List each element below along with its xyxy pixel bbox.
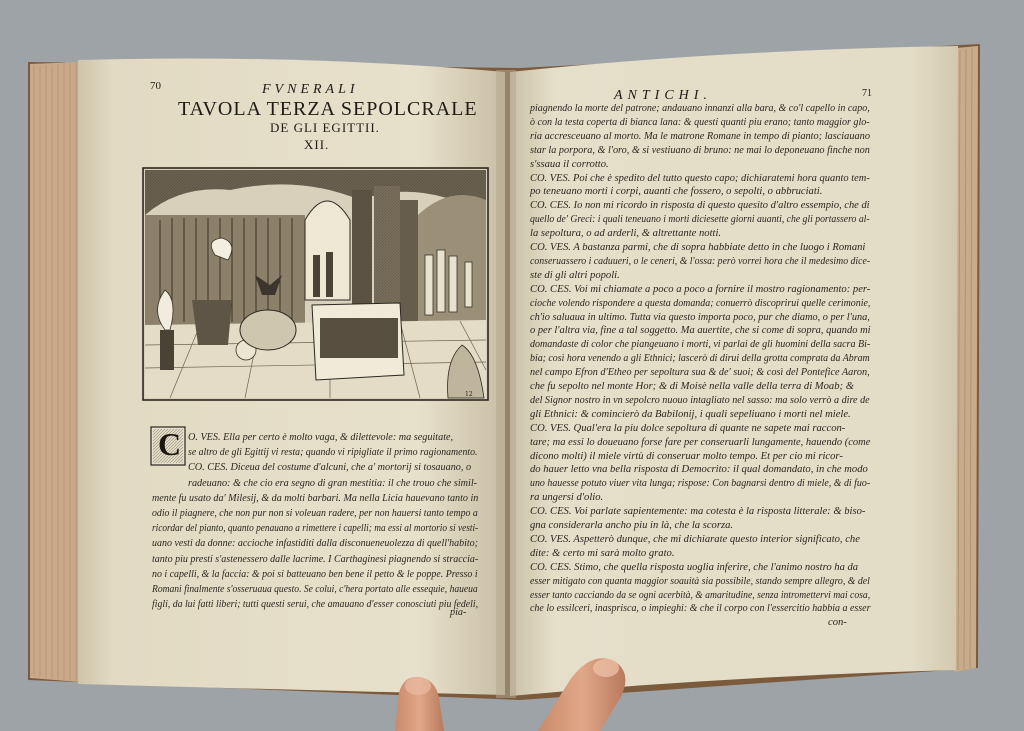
right-text-line: con- — [828, 617, 847, 629]
plate-mark: 12 — [465, 391, 473, 398]
right-text-line: do hauer letto vna bella risposta di Democrito: il qual domandato, in che modo — [530, 464, 868, 476]
right-text-line: ò con la testa coperta di bianca lana: & questi quanti piu erano; tanto maggior glo- — [530, 116, 870, 128]
left-text-line: ricordar del pianto, quanto penauano a rimettere i capelli; ma essi al mortorio si vesti- — [152, 523, 479, 535]
right-text-line: CO. VES. A bastanza parmi, che di sopra habbiate detto in che luogo i Romani — [530, 242, 866, 253]
left-text-line: figli, da lui fatti liberi; tutti questi serui, che amauano d'esser conosciuti piu fedeli, — [152, 599, 479, 611]
right-text-line: CO. VES. Aspetterò dunque, che mi dichiarate questo interior significato, che — [530, 533, 860, 545]
plate-title: TAVOLA TERZA SEPOLCRALE — [178, 98, 478, 120]
right-text-line: po teneuano morti i corpi, auanti che fossero, o sepolti, o abbruciati. — [530, 186, 823, 198]
left-text-line: O. VES. Ella per certo è molto vaga, & dilettevole: ma seguitate, — [188, 432, 454, 443]
right-text-line: nel campo Efron d'Etheo per sepoltura sua & de' suoi; & così del Pontefice Aaron, — [530, 367, 870, 379]
right-text-line: cioche volendo rispondere a questa domanda; conuerrò discoprirui quelle cerimonie, — [530, 297, 871, 309]
left-running-head: FVNERALI — [262, 82, 359, 97]
right-text-line: s'ssaua il corrotto. — [530, 158, 609, 170]
right-text-line: esser mitigato con quanta maggior soauità sia possibile, stando sempre allegro, & del — [530, 575, 870, 587]
right-text-line: che fu sepolto nel monte Hor; & di Moisè nella valle della terra di Moab; & — [530, 381, 854, 392]
right-text-line: CO. CES. Io non mi ricordo in risposta di questo quesito d'altro essempio, che di — [530, 200, 870, 212]
left-text-line: se altro de gli Egittij vi resta; quando vi ripigliate il primo ragionamento. — [188, 447, 478, 459]
right-text-line: ste di gli altri popoli. — [530, 269, 620, 281]
right-running-head: ANTICHI. — [614, 88, 712, 103]
right-text-line: dite: & certo mi sarà molto grato. — [530, 547, 675, 559]
right-text-line: bia; così hora venendo a gli Ethnici; lascerò di dirui della grotta comprata da Abram — [530, 353, 870, 365]
right-text-line: ria accresceuano al morto. Ma le matrone Romane in tempo di pianto; lasciauano — [530, 130, 870, 142]
right-text-line: piagnendo la morte del patrone; andauano innanzi alla bara, & co'l capello in capo, — [530, 103, 870, 114]
engraving-plate — [143, 168, 488, 400]
right-text-line: uno hauesse potuto viuer vita lunga; rispose: Con bagnarsi dentro di miele, & di fuo- — [530, 478, 871, 490]
right-text-line: gli Ethnici: & comincierò da Babilonij, i quali sepeliuano i morti nel miele. — [530, 408, 851, 420]
plate-number: XII. — [304, 137, 330, 152]
left-text-line: odio il piagnere, che non pur non si voleuan radere, per non hauersi tanto tempo a — [152, 508, 478, 519]
right-text-line: ra ungersi d'olio. — [530, 492, 604, 504]
right-text-line: conseruassero i caduueri, o le ceneri, & l'ossa: però vorrei hora che il medesimo dice- — [530, 255, 871, 267]
right-text-line: che lo essilceri, inasprisca, o impieghi: & che il corpo con l'essercitio habbia a esser — [530, 603, 871, 615]
left-fore-edge — [30, 62, 80, 682]
left-text-line: radeuano: & che cio era segno di gran mestitia: il che trouo che simil- — [188, 477, 478, 489]
right-text-line: CO. VES. Poi che è spedito del tutto questo capo; dichiaratemi hora quanto tem- — [530, 172, 870, 184]
right-text-line: CO. VES. Qual'era la piu dolce sepoltura di quante ne sapete mai raccon- — [530, 422, 846, 434]
left-text-line: uano vesti da donne: accioche infastiditi dalla disconueneuolezza di quell'habito; — [152, 538, 478, 550]
right-text-line: gna considerarla ancho piu in là, che la scorza. — [530, 520, 734, 531]
left-text-line: no i capelli, & la faccia: & poi si batteuano ben bene il petto & le poppe. Presso i — [152, 568, 478, 580]
right-text-line: quello de' Greci: i quali teneuano i morti diciesette giorni auanti, che gli portassero al- — [530, 214, 870, 226]
plate-subtitle: DE GLI EGITTII. — [270, 120, 380, 135]
left-text-line: CO. CES. Diceua del costume d'alcuni, che a' mortorij si tosauano, o — [188, 462, 472, 474]
right-text-line: CO. CES. Stimo, che quella risposta uoglia inferire, che l'animo nostro ha da — [530, 561, 859, 573]
drop-cap: C — [158, 426, 182, 462]
right-text-line: star la porpora, & l'oro, & si vestiuano di bruno: ne mai lo deponeuano finche non — [530, 144, 870, 156]
right-text-line: dicono molti) il miele virtù di conseruar molto tempo. Et per cio mi ricor- — [530, 450, 843, 462]
left-text-line: tanto piu presti s'astenessero dalle lacrime. I Carthaginesi piagnendo si straccia- — [152, 553, 479, 565]
right-page-number: 71 — [862, 88, 872, 99]
right-text-line: esser tanto cacciando da se ogni acerbità, & amaritudine, senza intromettervi mai cosa, — [530, 589, 871, 601]
right-text-line: CO. CES. Voi parlate sapientemente: ma cotesta è la risposta litterale: & biso- — [530, 506, 866, 518]
right-text-line: del Signor nostro in vn sepolcro nuouo intagliato nel sasso: ma solo verrò a dire de — [530, 394, 870, 406]
left-text-line: mente fu usato da' Milesij, & da molti barbari. Ma nella Licia hauevano tanto in — [152, 492, 479, 504]
left-page-number: 70 — [150, 80, 161, 92]
right-text-line: tare; ma essi lo doueuano forse fare per conseruarli lungamente, hauendo (come — [530, 436, 871, 448]
right-text-line: CO. CES. Voi mi chiamate a poco a poco a fornire il mostro ragionamento: per- — [530, 283, 871, 295]
right-text-line: domandaste di color che piangeuano i morti, vi parlai de gli huomini della sacra Bi- — [530, 339, 871, 351]
right-text-line: o per l'altra via, fine a tal soggetto. Ma auertite, che si come di sopra, quando mi — [530, 325, 871, 337]
right-text-line: la sepoltura, o ad arderli, & altrettante notti. — [530, 228, 722, 240]
right-text-line: ch'io saluaua in ultimo. Tutta via questo importa poco, pur che diamo, o per l'una, — [530, 311, 870, 323]
left-text-line: Romani finalmente s'osseruaua questo. Se colui, c'hera portato alle essequie, haueua — [152, 584, 478, 595]
gutter-shadow — [496, 70, 516, 698]
left-text-line: pia- — [450, 607, 467, 619]
